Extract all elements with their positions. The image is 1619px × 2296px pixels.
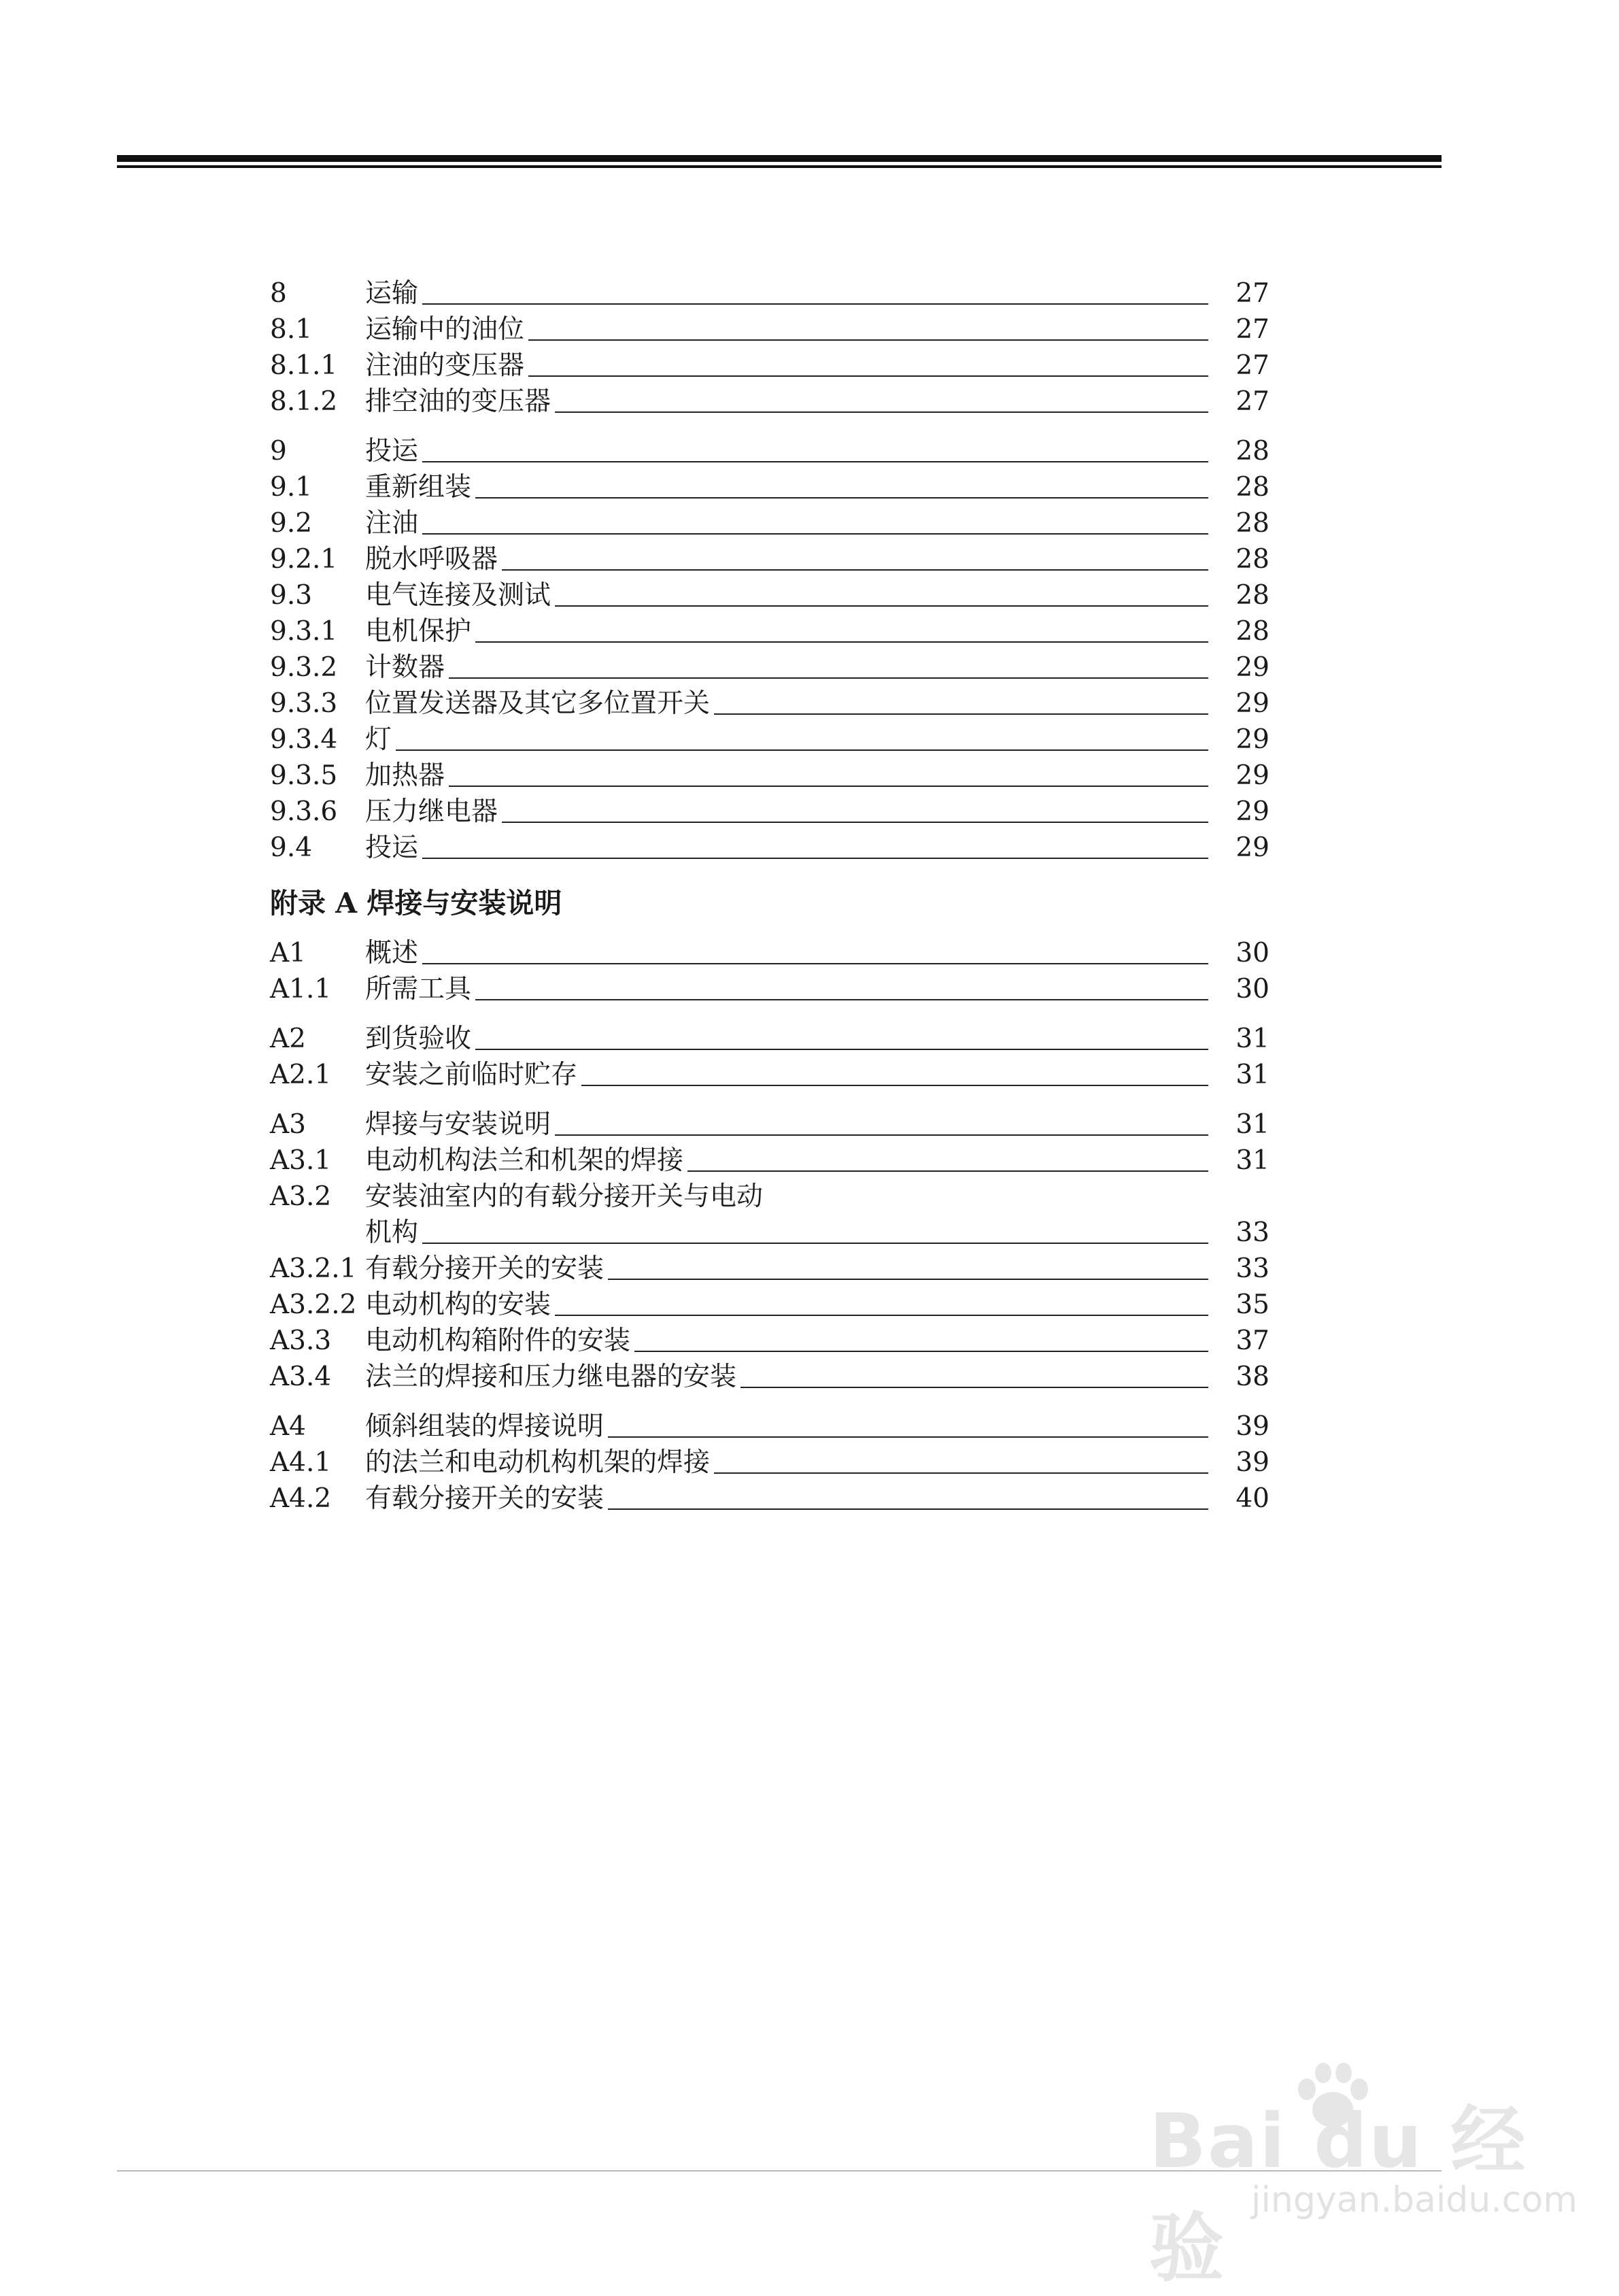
toc-entry-page: 27 [1235,350,1269,381]
toc-entry-title: 电机保护 [365,616,472,647]
toc-entry[interactable] [270,311,1269,348]
toc-entry[interactable] [270,1143,1269,1179]
toc-entry-title: 加热器 [365,760,445,791]
toc-entry-page: 31 [1235,1145,1269,1176]
header-rule-thick [117,155,1442,162]
toc-leader-line [422,1243,1208,1244]
toc-entry-number: 9.3.1 [270,616,338,647]
toc-entry-page: 29 [1235,832,1269,863]
toc-entry-number: A4 [270,1411,306,1442]
toc-group [270,433,1269,866]
appendix-heading: 附录 A 焊接与安装说明 [270,887,562,919]
toc-entry-number: 8 [270,278,287,309]
toc-group [270,935,1269,1007]
toc-group [270,275,1269,420]
toc-entry-page: 28 [1235,616,1269,647]
toc-leader-line [502,822,1208,823]
toc-entry-title: 运输 [365,278,419,309]
toc-leader-line [449,677,1208,679]
toc-entry-number: 9.3.3 [270,688,338,719]
toc-entry-page: 27 [1235,314,1269,345]
toc-leader-line [714,713,1208,715]
toc-entry-continuation [270,1215,1269,1251]
toc-entry-page: 28 [1235,436,1269,467]
toc-leader-line [422,963,1208,964]
toc-entry-number: A3.2.2 [270,1289,357,1320]
toc-entry-title: 电动机构的安装 [365,1289,551,1320]
toc-entry-page: 29 [1235,724,1269,755]
toc-leader-line [396,749,1208,751]
toc-entry-number: 9.3.5 [270,760,338,791]
toc-entry-title: 位置发送器及其它多位置开关 [365,688,711,719]
toc-entry-number: 8.1 [270,314,313,345]
toc-leader-line [528,375,1208,377]
toc-entry[interactable] [270,794,1269,830]
toc-entry-number: A1 [270,938,306,968]
toc-entry-title: 排空油的变压器 [365,386,551,417]
toc-entry-title: 注油的变压器 [365,350,525,381]
toc-leader-line [714,1472,1208,1474]
toc-entry-number: A4.1 [270,1447,332,1478]
baidu-jingyan-watermark [1149,2067,1578,2292]
toc-entry-page: 28 [1235,472,1269,503]
toc-entry[interactable] [270,613,1269,649]
toc-entry[interactable] [270,1251,1269,1287]
toc-entry-number: 9.4 [270,832,313,863]
toc-entry-page: 30 [1235,938,1269,968]
toc-leader-line [422,303,1208,305]
toc-entry[interactable] [270,541,1269,577]
toc-entry-page: 28 [1235,580,1269,611]
toc-entry[interactable] [270,275,1269,311]
toc-entry-number: 9.3.6 [270,796,338,827]
toc-entry-title: 脱水呼吸器 [365,544,498,575]
toc-entry-title: 概述 [365,938,419,968]
toc-entry[interactable] [270,384,1269,420]
toc-entry-title: 焊接与安装说明 [365,1109,551,1140]
toc-entry-title: 电动机构法兰和机架的焊接 [365,1145,684,1176]
toc-entry-title-continued: 机构 [365,1217,419,1248]
toc-entry[interactable] [270,1107,1269,1143]
toc-entry-number: A3.2 [270,1181,332,1212]
toc-entry[interactable] [270,433,1269,469]
toc-entry[interactable] [270,577,1269,613]
toc-entry-title: 投运 [365,832,419,863]
toc-entry-number: 9.2 [270,508,313,539]
toc-entry-number: A3.3 [270,1326,332,1356]
toc-entry-title: 到货验收 [365,1024,472,1054]
toc-leader-line [422,533,1208,535]
toc-entry-page: 39 [1235,1411,1269,1442]
toc-entry-page: 31 [1235,1109,1269,1140]
toc-entry-title: 的法兰和电动机构机架的焊接 [365,1447,711,1478]
toc-entry-number: 9.3.2 [270,652,338,683]
toc-entry[interactable] [270,1021,1269,1057]
toc-entry-title: 安装之前临时贮存 [365,1060,578,1090]
toc-entry-number: 8.1.1 [270,350,338,381]
toc-leader-line [555,411,1208,413]
table-of-contents [270,275,1269,1530]
toc-entry[interactable] [270,649,1269,686]
toc-entry[interactable] [270,1057,1269,1093]
toc-entry-page: 29 [1235,652,1269,683]
toc-entry[interactable] [270,935,1269,971]
toc-entry-page: 33 [1235,1253,1269,1284]
toc-leader-line [475,497,1208,499]
toc-group [270,1408,1269,1517]
toc-entry-title: 注油 [365,508,419,539]
watermark-brand: Bai du 经验 [1149,2097,1527,2292]
toc-entry-title: 法兰的焊接和压力继电器的安装 [365,1362,737,1392]
toc-entry-number: 8.1.2 [270,386,338,417]
toc-entry[interactable] [270,971,1269,1007]
toc-entry-number: A3.4 [270,1362,332,1392]
toc-group [270,1107,1269,1395]
toc-entry[interactable] [270,1408,1269,1445]
toc-entry[interactable] [270,348,1269,384]
toc-entry[interactable] [270,758,1269,794]
toc-entry-number: A3.2.1 [270,1253,357,1284]
toc-entry[interactable] [270,830,1269,866]
toc-entry[interactable] [270,1287,1269,1323]
toc-entry-number: A2.1 [270,1060,332,1090]
toc-entry-page: 29 [1235,796,1269,827]
toc-group [270,1021,1269,1093]
toc-entry-page: 38 [1235,1362,1269,1392]
toc-leader-line [555,605,1208,607]
toc-entry[interactable] [270,1445,1269,1481]
toc-entry-title: 安装油室内的有载分接开关与电动 [365,1181,764,1212]
toc-entry[interactable] [270,1359,1269,1395]
header-rule-thin [117,165,1442,168]
toc-entry-page: 28 [1235,544,1269,575]
toc-entry-page: 29 [1235,688,1269,719]
toc-leader-line [528,339,1208,341]
toc-leader-line [555,1134,1208,1136]
toc-entry[interactable] [270,469,1269,505]
toc-leader-line [555,1315,1208,1316]
toc-entry-title: 所需工具 [365,974,472,1004]
toc-leader-line [475,1049,1208,1050]
toc-entry[interactable] [270,686,1269,722]
toc-entry-title: 投运 [365,436,419,467]
toc-leader-line [475,999,1208,1000]
toc-leader-line [449,786,1208,787]
toc-entry-page: 27 [1235,278,1269,309]
toc-entry-number: 9.1 [270,472,313,503]
toc-entry-number: A1.1 [270,974,332,1004]
toc-entry-page: 28 [1235,508,1269,539]
toc-entry-title: 有载分接开关的安装 [365,1253,604,1284]
toc-leader-line [608,1279,1208,1280]
toc-entry-title: 压力继电器 [365,796,498,827]
toc-entry-number: A2 [270,1024,306,1054]
toc-entry-title: 有载分接开关的安装 [365,1483,604,1514]
toc-leader-line [422,461,1208,462]
toc-entry-number: A4.2 [270,1483,332,1514]
toc-entry-title: 计数器 [365,652,445,683]
toc-entry-title: 倾斜组装的焊接说明 [365,1411,604,1442]
toc-entry-page: 27 [1235,386,1269,417]
toc-entry-number: 9.3.4 [270,724,338,755]
toc-entry-title: 电气连接及测试 [365,580,551,611]
toc-leader-line [422,858,1208,859]
watermark-url: jingyan.baidu.com [1251,2180,1578,2221]
toc-entry[interactable] [270,1179,1269,1215]
toc-entry-page: 29 [1235,760,1269,791]
toc-entry-number: 9 [270,436,287,467]
toc-leader-line [687,1170,1208,1172]
toc-leader-line [475,641,1208,643]
toc-entry-page: 31 [1235,1024,1269,1054]
toc-entry-number: 9.2.1 [270,544,338,575]
toc-entry-title: 灯 [365,724,392,755]
toc-entry-number: A3 [270,1109,306,1140]
toc-entry-title: 重新组装 [365,472,472,503]
toc-entry[interactable] [270,1323,1269,1359]
toc-leader-line [581,1085,1208,1086]
toc-entry-page: 40 [1235,1483,1269,1514]
toc-leader-line [502,569,1208,571]
toc-entry-page: 39 [1235,1447,1269,1478]
toc-entry-page: 31 [1235,1060,1269,1090]
toc-leader-line [740,1387,1208,1388]
toc-entry-title: 运输中的油位 [365,314,525,345]
toc-entry-page: 35 [1235,1289,1269,1320]
toc-entry-page: 30 [1235,974,1269,1004]
toc-leader-line [608,1508,1208,1510]
toc-entry[interactable] [270,1481,1269,1517]
toc-leader-line [608,1436,1208,1438]
toc-entry-page: 37 [1235,1326,1269,1356]
toc-entry-title: 电动机构箱附件的安装 [365,1326,631,1356]
toc-entry-number: 9.3 [270,580,313,611]
toc-leader-line [634,1351,1208,1352]
toc-entry[interactable] [270,505,1269,541]
toc-entry-page: 33 [1235,1217,1269,1248]
toc-entry[interactable] [270,722,1269,758]
toc-entry-number: A3.1 [270,1145,332,1176]
